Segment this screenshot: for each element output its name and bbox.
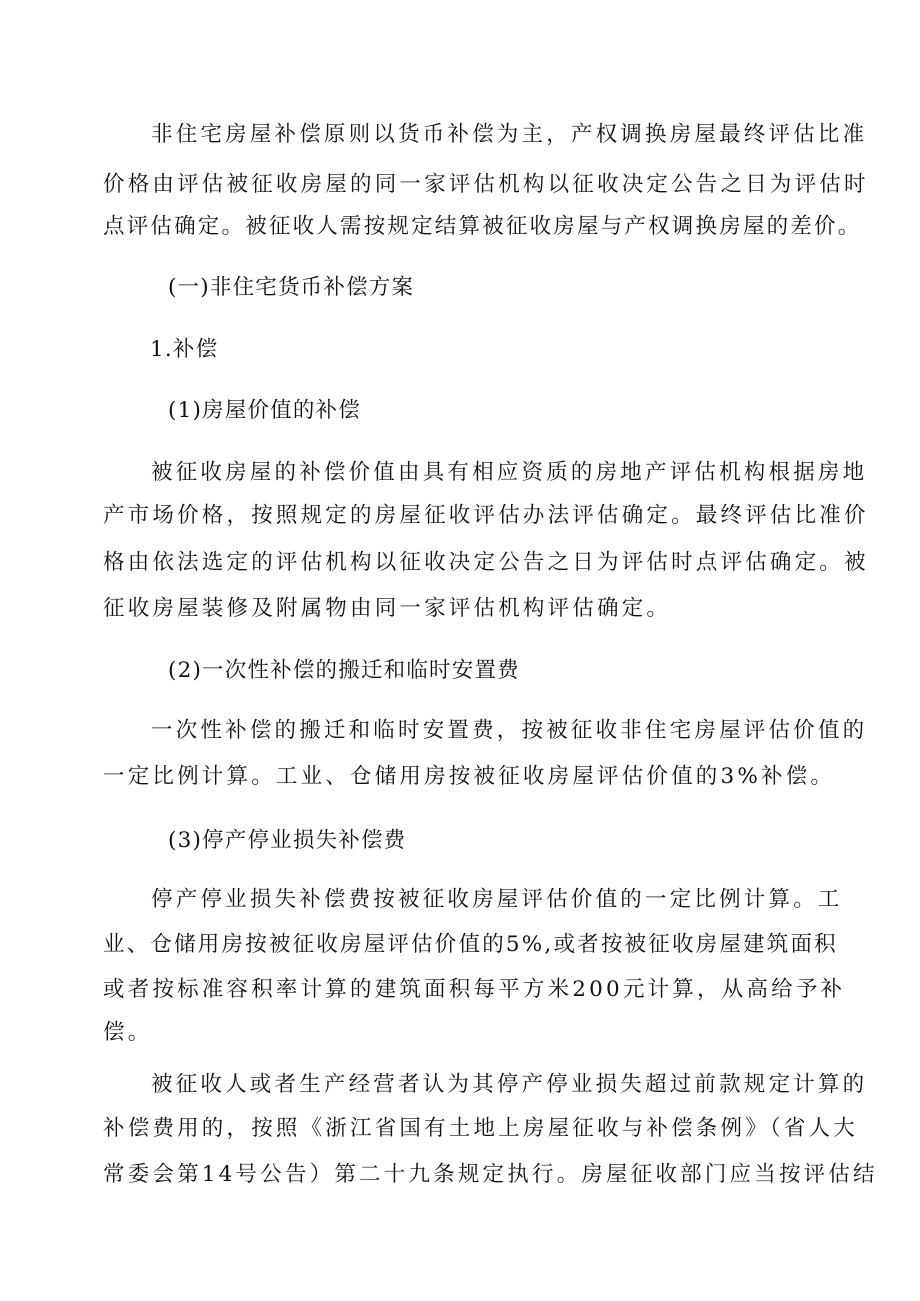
sub3-line-4: 偿。: [103, 1020, 153, 1045]
closing-line-3: 常委会第14号公告）第二十九条规定执行。房屋征收部门应当按评估结: [103, 1162, 878, 1187]
sub3-line-2: 业、仓储用房按被征收房屋评估价值的5%,或者按被征收房屋建筑面积: [103, 932, 838, 957]
sub-heading-3: (3)停产停业损失补偿费: [168, 828, 407, 853]
sub3-line-3: 或者按标准容积率计算的建筑面积每平方米200元计算，从高给予补: [103, 977, 846, 1002]
intro-line-2: 价格由评估被征收房屋的同一家评估机构以征收决定公告之日为评估时: [103, 172, 869, 197]
intro-line-1: 非住宅房屋补偿原则以货币补偿为主，产权调换房屋最终评估比准: [151, 122, 868, 147]
sub2-line-1: 一次性补偿的搬迁和临时安置费，按被征收非住宅房屋评估价值的: [151, 718, 868, 743]
sub3-line-1: 停产停业损失补偿费按被征收房屋评估价值的一定比例计算。工: [151, 887, 843, 912]
sub1-line-2: 产市场价格，按照规定的房屋征收评估办法评估确定。最终评估比准价: [103, 503, 869, 528]
sub-heading-1: (1)房屋价值的补偿: [168, 398, 361, 423]
section-heading: (一)非住宅货币补偿方案: [168, 275, 415, 300]
item-heading: 1.补偿: [150, 337, 219, 362]
closing-line-2: 补偿费用的，按照《浙江省国有土地上房屋征收与补偿条例》（省人大: [103, 1116, 858, 1141]
sub2-line-2: 一定比例计算。工业、仓储用房按被征收房屋评估价值的3%补偿。: [103, 764, 836, 789]
sub1-line-4: 征收房屋装修及附属物由同一家评估机构评估确定。: [103, 596, 672, 621]
closing-line-1: 被征收人或者生产经营者认为其停产停业损失超过前款规定计算的: [151, 1072, 868, 1097]
sub1-line-3: 格由依法选定的评估机构以征收决定公告之日为评估时点评估确定。被: [103, 550, 869, 575]
sub1-line-1: 被征收房屋的补偿价值由具有相应资质的房地产评估机构根据房地: [151, 460, 868, 485]
intro-line-3: 点评估确定。被征收人需按规定结算被征收房屋与产权调换房屋的差价。: [103, 214, 862, 239]
sub-heading-2: (2)一次性补偿的搬迁和临时安置费: [168, 658, 520, 683]
